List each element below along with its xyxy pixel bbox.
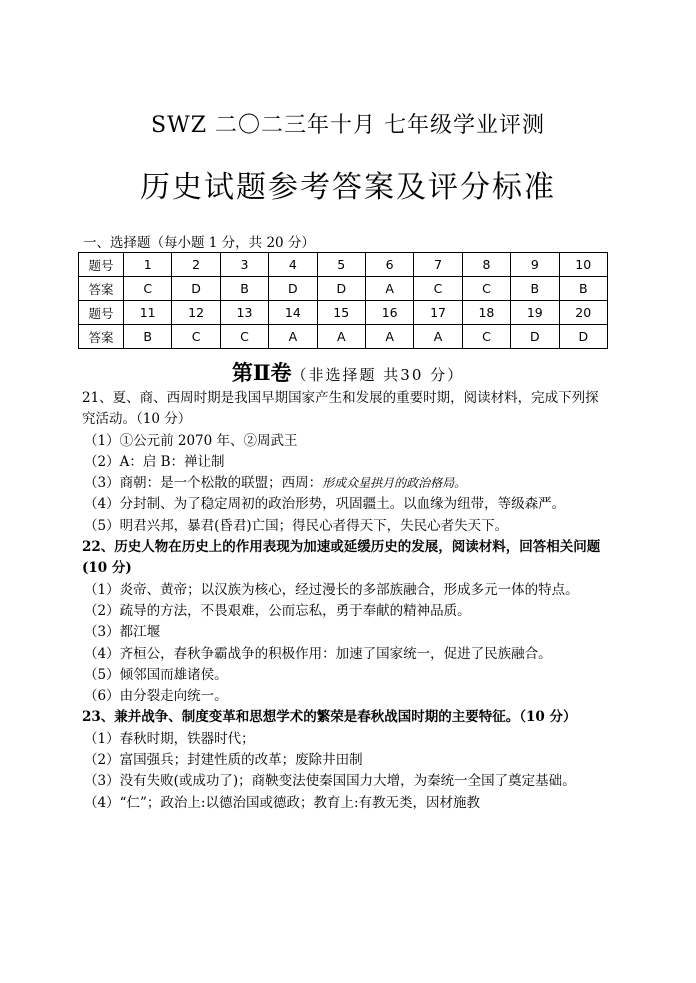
q21-answer-3 bbox=[82, 473, 622, 494]
table-cell: 18 bbox=[462, 301, 510, 325]
table-row bbox=[79, 325, 608, 349]
table-cell: 7 bbox=[414, 253, 462, 277]
q22-stem-cont: (10 分) bbox=[82, 560, 132, 577]
table-cell: 2 bbox=[172, 253, 220, 277]
table-cell: 17 bbox=[414, 301, 462, 325]
page-title: 历史试题参考答案及评分标准 bbox=[140, 170, 556, 205]
table-row bbox=[79, 253, 608, 277]
table-cell: C bbox=[124, 277, 172, 301]
table-cell: 4 bbox=[269, 253, 317, 277]
q21-answer-3-main: （3）商朝：是一个松散的联盟；西周： bbox=[84, 475, 323, 492]
table-cell: A bbox=[317, 325, 365, 349]
table-cell: 19 bbox=[511, 301, 559, 325]
section1-heading: 一、选择题（每小题 1 分，共 20 分） bbox=[83, 235, 315, 251]
exam-header: SWZ 二〇二三年十月 七年级学业评测 bbox=[151, 113, 545, 138]
answer-lines bbox=[82, 388, 622, 814]
table-row bbox=[79, 277, 608, 301]
table-cell: 5 bbox=[317, 253, 365, 277]
table-cell: 8 bbox=[462, 253, 510, 277]
row-label: 题号 bbox=[79, 301, 124, 325]
q21-answer-1: （1）①公元前 2070 年、②周武王 bbox=[84, 432, 298, 449]
table-cell: D bbox=[511, 325, 559, 349]
q21-answer-2: （2）A：启 B：禅让制 bbox=[84, 453, 225, 470]
table-cell: C bbox=[462, 277, 510, 301]
row-label: 答案 bbox=[79, 325, 124, 349]
table-cell: A bbox=[365, 325, 413, 349]
section2-subtitle: （非选择题 共30 分） bbox=[291, 366, 465, 384]
table-cell: B bbox=[220, 277, 268, 301]
q23-answer-1: （1）春秋时期，铁器时代； bbox=[84, 730, 255, 747]
table-cell: C bbox=[414, 277, 462, 301]
q22-stem: 22、历史人物在历史上的作用表现为加速或延缓历史的发展，阅读材料，回答相关问题 bbox=[82, 539, 601, 556]
table-cell: C bbox=[462, 325, 510, 349]
table-cell: 12 bbox=[172, 301, 220, 325]
q21-answer-3-tail: 形成众星拱月的政治格局。 bbox=[322, 476, 467, 491]
q22-answer-2: （2）疏导的方法，不畏艰难，公而忘私，勇于奉献的精神品质。 bbox=[84, 602, 471, 619]
table-cell: D bbox=[269, 277, 317, 301]
table-cell: D bbox=[317, 277, 365, 301]
section2-title: 第Ⅱ卷 bbox=[231, 360, 292, 385]
q22-answer-4: （4）齐桓公，春秋争霸战争的积极作用：加速了国家统一，促进了民族融合。 bbox=[84, 645, 552, 662]
q21-answer-4: （4）分封制、为了稳定周初的政治形势，巩固疆土。以血缘为纽带，等级森严。 bbox=[84, 496, 566, 513]
table-cell: C bbox=[220, 325, 268, 349]
table-cell: 20 bbox=[559, 301, 607, 325]
choice-answer-table bbox=[78, 252, 608, 349]
section2-heading bbox=[0, 357, 696, 387]
q22-answer-1: （1）炎帝、黄帝；以汉族为核心，经过漫长的多部族融合，形成多元一体的特点。 bbox=[84, 581, 579, 598]
q23-answer-3: （3）没有失败(或成功了)；商鞅变法使秦国国力大增，为秦统一全国了奠定基础。 bbox=[84, 773, 576, 790]
row-label: 答案 bbox=[79, 277, 124, 301]
table-cell: A bbox=[365, 277, 413, 301]
q22-answer-5: （5）倾邻国而雄诸侯。 bbox=[84, 666, 228, 683]
table-cell: A bbox=[414, 325, 462, 349]
table-cell: 11 bbox=[124, 301, 172, 325]
table-cell: C bbox=[172, 325, 220, 349]
table-cell: 9 bbox=[511, 253, 559, 277]
row-label: 题号 bbox=[79, 253, 124, 277]
table-cell: B bbox=[511, 277, 559, 301]
q23-stem: 23、兼并战争、制度变革和思想学术的繁荣是春秋战国时期的主要特征。（10 分） bbox=[82, 709, 577, 726]
q21-answer-5: （5）明君兴邦，暴君(昏君)亡国；得民心者得天下，失民心者失天下。 bbox=[84, 517, 509, 534]
table-cell: 1 bbox=[124, 253, 172, 277]
q22-answer-3: （3）都江堰 bbox=[84, 624, 161, 641]
table-cell: D bbox=[559, 325, 607, 349]
table-cell: 14 bbox=[269, 301, 317, 325]
table-cell: 13 bbox=[220, 301, 268, 325]
table-cell: 6 bbox=[365, 253, 413, 277]
table-cell: A bbox=[269, 325, 317, 349]
table-cell: 16 bbox=[365, 301, 413, 325]
q22-answer-6: （6）由分裂走向统一。 bbox=[84, 688, 228, 705]
table-row bbox=[79, 301, 608, 325]
table-cell: D bbox=[172, 277, 220, 301]
q23-answer-4: （4）“仁”；政治上:以德治国或德政；教育上:有教无类，因材施教 bbox=[84, 794, 480, 811]
q21-stem: 21、夏、商、西周时期是我国早期国家产生和发展的重要时期，阅读材料，完成下列探 bbox=[82, 390, 599, 406]
table-cell: 10 bbox=[559, 253, 607, 277]
table-cell: B bbox=[124, 325, 172, 349]
table-cell: 15 bbox=[317, 301, 365, 325]
q23-answer-2: （2）富国强兵；封建性质的改革；废除井田制 bbox=[84, 752, 363, 769]
table-cell: 3 bbox=[220, 253, 268, 277]
q21-stem-cont: 究活动。（10 分） bbox=[82, 411, 192, 428]
table-cell: B bbox=[559, 277, 607, 301]
